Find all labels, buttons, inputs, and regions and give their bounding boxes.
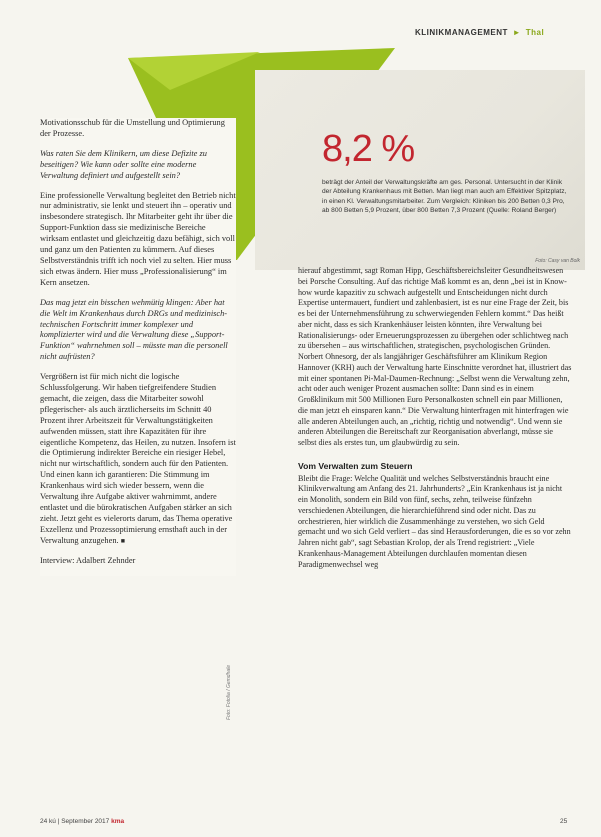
footer-left: 24 kú | September 2017 kma bbox=[40, 818, 125, 825]
page-number-right: 25 bbox=[560, 818, 568, 825]
page-number-left: 24 kú bbox=[40, 818, 56, 825]
issue-date: September 2017 bbox=[61, 818, 110, 825]
end-mark-icon: ■ bbox=[120, 536, 125, 545]
stat-value: 8,2 % bbox=[322, 128, 415, 170]
arrow-right-icon: ► bbox=[512, 28, 522, 37]
paragraph: Bleibt die Frage: Welche Qualität und welches Selbstverständnis braucht eine Klinikverwaltung am Anfang des 21. Jahrhunderts? „Ein Krankenhaus ist ja nicht ein Monolith, sondern ein Bild von fünf, sechs, zehn, teilweise fünfzehn verschiedenen Abteilungen, die hierarchieführend sind oder nicht. Das zu orchestrieren, hier wirklich die Zusammenhänge zu verstehen, wo sich Geld gemacht und wo sich Geld verliert – das sind Herausforderungen, die es so vor zehn Jahren nicht gab“, sagt Sebastian Krolop, der als Trend registriert: „Viele Krankenhaus-Management Abteilungen durchlaufen momentan diesen Paradigmenwechsel weg bbox=[298, 473, 571, 569]
photo-credit: Foto: Casy van Bolk bbox=[535, 258, 580, 264]
section-label: KLINIKMANAGEMENT bbox=[415, 28, 508, 37]
left-column bbox=[40, 118, 236, 576]
interview-question: Was raten Sie dem Klinikern, um diese Defizite zu beseitigen? Wie kann oder sollte eine moderne Verwaltung definiert und aufgestellt sein? bbox=[40, 148, 207, 180]
interview-answer bbox=[40, 372, 236, 547]
brand-logo: kma bbox=[111, 818, 125, 825]
stat-caption: beträgt der Anteil der Verwaltungskräfte am ges. Personal. Untersucht in der Klinik der Abteilung Krankenhaus mit Betten. Man liegt man auch am Effektiver Spitzplatz, in einen Kl. Verwaltungsmitarbeiter. Zum Vergleich: Kliniken bis 200 Betten 0,3 Pro, ab 800 Betten 5,9 Prozent, über 800 Betten 7,3 Prozent (Quelle: Roland Berger) bbox=[322, 179, 567, 215]
hero-photo bbox=[255, 70, 585, 270]
subheading: Vom Verwalten zum Steuern bbox=[298, 460, 413, 471]
interview-answer: Eine professionelle Verwaltung begleitet den Betrieb nicht nur administrativ, sie lenkt und steuert ihn – operativ und insbesondere strategisch. Ihr Mitarbeiter geht ihr über die Support-Funktion dass sie medizinische Bereiche wirksam entlastet und gleichzeitig dazu befähigt, sich voll und ganz um den Patienten zu kümmern. Auf dieses Selbstverständnis trifft ich noch viel zu selten. Hier muss sich etwas ändern. Hier muss „Professionalisierung“ im Kern ansetzen. bbox=[40, 190, 236, 287]
subsection-label: Thal bbox=[525, 28, 545, 37]
paragraph: Motivationsschub für die Umstellung und Optimierung der Prozesse. bbox=[40, 118, 225, 138]
interview-byline: Interview: Adalbert Zehnder bbox=[40, 555, 136, 565]
right-column bbox=[298, 266, 573, 570]
answer-text: Vergrößern ist für mich nicht die logische Schlussfolgerung. Wir haben tiefgreifendere Studien gemacht, die zeigen, dass die Mitarbeiter sowohl pflegerischer- als auch ärztlicherseits im Schnitt 40 Prozent ihrer Arbeitszeit für Verwaltungstätigkeiten aufwenden müssen, statt ihre Kapazitäten für ihre eigentliche Kompetenz, das Heilen, zu nutzen. Insofern ist die Optimierung indirekter Bereiche ein riesiger Hebel, nicht nur wirtschaftlich, sondern auch für den Patienten. Und einen kann ich garantieren: Die Stimmung im Krankenhaus wird sich wieder bessern, wenn die Verwaltung ihre Aufgabe aktiver wahrnimmt, andere entlastet und die bürokratischen Aufgaben stärker an sich zieht. Jetzt geht es vielerorts darum, das Thema operative Exzellenz und Prozessoptimierung ernsthaft auch in der Verwaltung anzugehen. bbox=[40, 372, 236, 545]
paragraph: hierauf abgestimmt, sagt Roman Hipp, Geschäftsbereichsleiter Gesundheitswesen bei Porsche Consulting. Auf das richtige Maß kommt es an, denn „bei ist in Know-how wurde kapazitiv zu schwach aufgestellt und Entscheidungen nicht durch Expertise untermauert, fundiert und zahlenbasiert, ist es nur eine Frage der Zeit, bis es bei der Unternehmensführung zu schwerwiegenden Fehlern kommt.“ Das heißt aber nicht, dass es sich Krankenhäuser leisten könnten, ihre Verwaltung bei Rationalisierungs- oder Erneuerungsprozessen zu übergehen oder schlichtweg nach zu übersehen – aus wirtschaftlichen, strategischen, psychologischen Gründen. Norbert Ohnesorg, der als langjähriger Geschäftsführer am Klinikum Region Hannover (KRH) auch der Verwaltung harte Einschnitte verordnet hat, illustriert das mit einer spontanen Pi-Mal-Daumen-Rechnung: „Selbst wenn die Verwaltung zehn, acht oder auch weniger Prozent ausmachen sollte: Dann sind es in einem Großklinikum mit 500 Millionen Euro Personalkosten schnell ein paar Millionen, die man jetzt eh einsparen kann.“ Die Verwaltung hinterfragen mit hinterfragen wie alle anderen Abteilungen auch, an „richtig, richtig und notwendig“. Und wenn sie anderen Abteilungen die Bereitschaft zur Reorganisation abverlangt, müsse sie selbst dies als erstes tun, um glaubwürdig zu sein. bbox=[298, 266, 572, 447]
photo-credit-vertical: Foto: Fotolia / Gemdhale bbox=[226, 664, 232, 720]
interview-question: Das mag jetzt ein bisschen wehmütig klingen: Aber hat die Welt im Krankenhaus durch DRGs und medizinisch-technischen Fortschritt immer komplexer und komplizierter wird und die Verwaltung diese „Support-Funktion“ wahrnehmen soll – müsste man die personell nicht aufrüsten? bbox=[40, 297, 228, 362]
